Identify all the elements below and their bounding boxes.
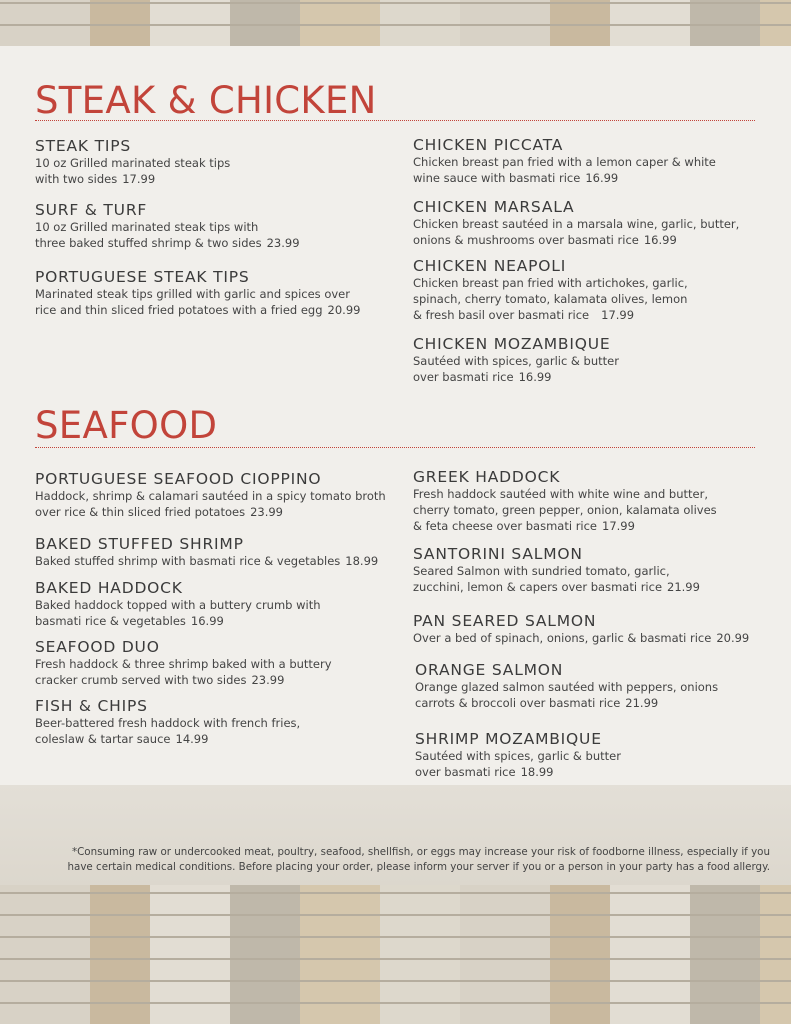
item-price: 17.99 [601,308,635,322]
menu-item [35,697,405,747]
menu-item [415,661,785,711]
item-price: 23.99 [251,673,285,687]
section-title-steak-chicken: STEAK & CHICKEN [35,79,377,122]
item-desc: & fresh basil over basmati rice 17.99 [413,308,635,322]
item-desc: Haddock, shrimp & calamari sautéed in a spicy tomato broth [35,489,386,503]
item-price: 23.99 [250,505,284,519]
item-name: STEAK TIPS [35,137,132,155]
item-price: 16.99 [643,233,677,247]
item-desc: & feta cheese over basmati rice 17.99 [413,519,635,533]
item-price: 18.99 [520,765,554,779]
item-desc: spinach, cherry tomato, kalamata olives, lemon [413,292,688,306]
item-desc: 10 oz Grilled marinated steak tips [35,156,231,170]
section-divider [35,447,755,448]
disclaimer-line: have certain medical conditions. Before placing your order, please inform your server if you or a person in your party has a food allergy. [67,861,770,873]
item-desc: Chicken breast pan fried with a lemon caper & white [413,155,716,169]
item-desc: cherry tomato, green pepper, onion, kalamata olives [413,503,717,517]
item-name: SURF & TURF [35,201,148,219]
stone-wall-top [0,0,791,46]
item-name: CHICKEN MARSALA [413,198,575,216]
item-desc: Sautéed with spices, garlic & butter [415,749,621,763]
item-desc: basmati rice & vegetables 16.99 [35,614,224,628]
item-price: 16.99 [585,171,619,185]
menu-item [35,268,405,318]
menu-item [413,136,783,186]
item-price: 16.99 [518,370,552,384]
menu-item [413,468,783,534]
item-desc: Sautéed with spices, garlic & butter [413,354,619,368]
item-desc: onions & mushrooms over basmati rice 16.99 [413,233,677,247]
item-name: FISH & CHIPS [35,697,148,715]
item-desc: over rice & thin sliced fried potatoes 23.99 [35,505,284,519]
item-desc: over basmati rice 16.99 [413,370,552,384]
item-name: BAKED STUFFED SHRIMP [35,535,244,553]
item-desc: Over a bed of spinach, onions, garlic & basmati rice 20.99 [413,631,750,645]
disclaimer-line: *Consuming raw or undercooked meat, poultry, seafood, shellfish, or eggs may increase your risk of foodborne illness, especially if you [71,846,770,858]
item-name: ORANGE SALMON [415,661,564,679]
item-desc: Baked haddock topped with a buttery crumb with [35,598,321,612]
item-desc: Fresh haddock sautéed with white wine and butter, [413,487,708,501]
item-price: 20.99 [716,631,750,645]
item-name: PAN SEARED SALMON [413,612,597,630]
item-desc: Fresh haddock & three shrimp baked with a buttery [35,657,332,671]
item-name: GREEK HADDOCK [413,468,561,486]
item-name: SEAFOOD DUO [35,638,160,656]
item-price: 17.99 [602,519,635,533]
menu-item [413,335,783,385]
item-name: CHICKEN NEAPOLI [413,257,567,275]
item-desc: Beer-battered fresh haddock with french fries, [35,716,301,730]
item-name: PORTUGUESE STEAK TIPS [35,268,250,286]
item-desc: three baked stuffed shrimp & two sides 23.99 [35,236,300,250]
menu-item [35,137,405,187]
item-desc: coleslaw & tartar sauce 14.99 [35,732,209,746]
item-desc: over basmati rice 18.99 [415,765,554,779]
item-desc: Marinated steak tips grilled with garlic and spices over [35,287,350,301]
item-desc: wine sauce with basmati rice 16.99 [413,171,619,185]
item-price: 23.99 [266,236,300,250]
allergy-disclaimer [40,845,770,875]
menu-item [415,730,785,780]
item-price: 20.99 [327,303,361,317]
menu-item [413,545,783,595]
menu-item [413,612,783,646]
menu-item [35,535,405,569]
item-desc: Chicken breast sautéed in a marsala wine, garlic, butter, [413,217,740,231]
item-desc: rice and thin sliced fried potatoes with a fried egg 20.99 [35,303,361,317]
item-desc: with two sides 17.99 [35,172,156,186]
item-desc: Orange glazed salmon sautéed with peppers, onions [415,680,719,694]
item-desc: zucchini, lemon & capers over basmati rice 21.99 [413,580,700,594]
item-desc: cracker crumb served with two sides 23.99 [35,673,285,687]
item-desc: Chicken breast pan fried with artichokes, garlic, [413,276,688,290]
item-price: 18.99 [345,554,379,568]
item-desc: carrots & broccoli over basmati rice 21.99 [415,696,659,710]
item-desc: Baked stuffed shrimp with basmati rice & vegetables 18.99 [35,554,379,568]
menu-item [413,198,783,248]
section-title-seafood: SEAFOOD [35,404,218,447]
stone-wall-bottom [0,885,791,1024]
item-name: CHICKEN PICCATA [413,136,564,154]
item-price: 17.99 [122,172,156,186]
item-name: PORTUGUESE SEAFOOD CIOPPINO [35,470,322,488]
item-name: BAKED HADDOCK [35,579,183,597]
item-price: 21.99 [667,580,700,594]
item-price: 16.99 [190,614,224,628]
menu-item [35,579,405,629]
item-price: 21.99 [625,696,659,710]
item-desc: 10 oz Grilled marinated steak tips with [35,220,259,234]
menu-item [35,638,405,688]
section-divider [35,120,755,121]
item-name: CHICKEN MOZAMBIQUE [413,335,611,353]
menu-item [35,470,405,520]
item-price: 14.99 [175,732,209,746]
menu-item [413,257,783,323]
item-name: SHRIMP MOZAMBIQUE [415,730,602,748]
item-name: SANTORINI SALMON [413,545,583,563]
item-desc: Seared Salmon with sundried tomato, garlic, [413,564,670,578]
menu-item [35,201,405,251]
